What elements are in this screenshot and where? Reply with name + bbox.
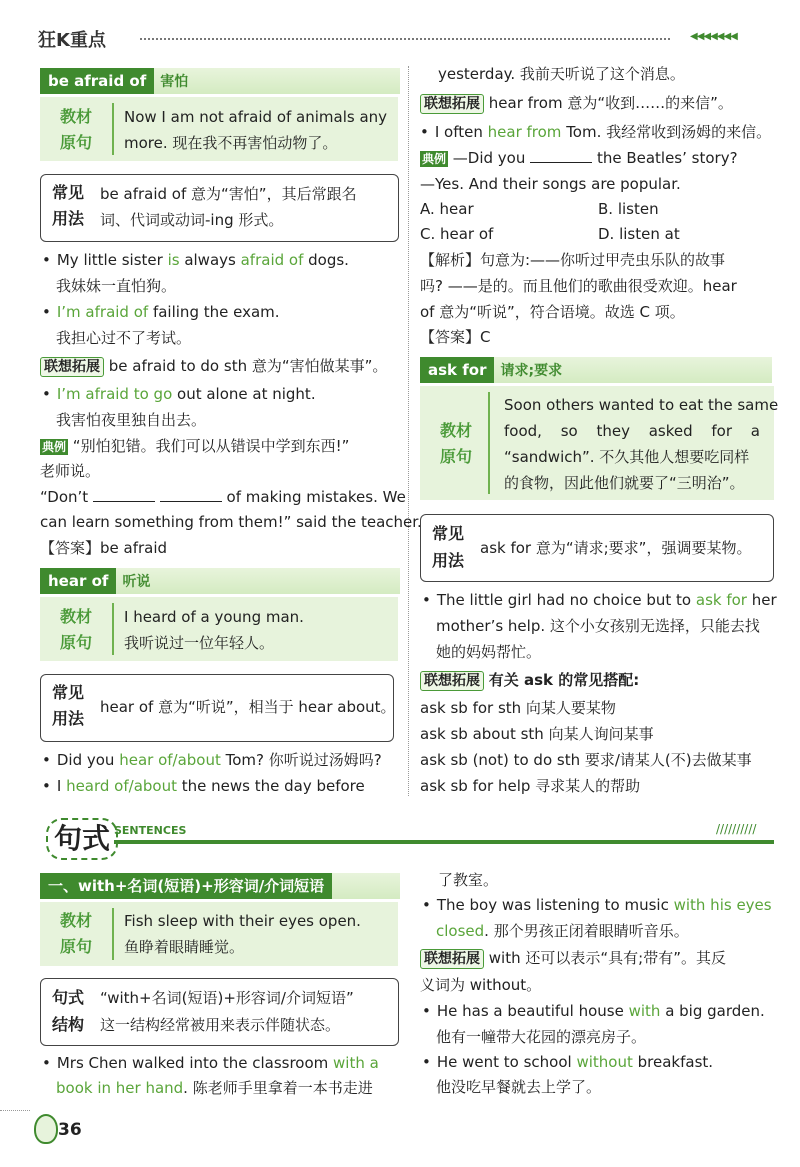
lianxiang-badge: 联想拓展: [420, 671, 484, 691]
dianli-badge: 典例: [422, 152, 447, 166]
lianxiang-text: 义词为 without。: [420, 976, 542, 994]
tag-cn: 听说: [122, 574, 151, 590]
source-label: 教材: [59, 911, 92, 930]
example-cn: 他有一幢带大花园的漂亮房子。: [436, 1028, 647, 1046]
collocation: ask sb (not) to do sth 要求/请某人(不)去做某事: [420, 751, 752, 769]
source-text: “sandwich”. 不久其他人想要吃同样: [504, 448, 750, 466]
source-separator: [112, 908, 114, 960]
section-title: 句式: [46, 818, 118, 860]
tag-title: hear of: [40, 568, 116, 594]
column-divider: [408, 66, 409, 796]
usage-label: 用法: [52, 709, 85, 728]
tag-be-afraid-of: [40, 68, 400, 94]
example: • The little girl had no choice but to ask for her: [422, 590, 777, 610]
source-text: Soon others wanted to eat the same: [504, 396, 779, 414]
option-c: C. hear of: [420, 225, 494, 243]
example: closed. 那个男孩正闭着眼睛听音乐。: [436, 922, 689, 940]
tag-cn: 害怕: [160, 74, 189, 90]
analysis: 【解析】句意为:——你听过甲壳虫乐队的故事: [420, 251, 726, 269]
continuation: yesterday. 我前天听说了这个消息。: [438, 65, 685, 83]
analysis: of 意为“听说”，符合语境。故选 C 项。: [420, 303, 685, 321]
source-text: Fish sleep with their eyes open.: [124, 912, 361, 930]
source-label: 教材: [59, 107, 92, 126]
example-cn: 我害怕夜里独自出去。: [56, 411, 207, 429]
source-text: I heard of a young man.: [124, 608, 304, 626]
continuation: 了教室。: [438, 871, 499, 889]
header-arrows: ◀◀◀◀◀◀◀: [690, 31, 737, 42]
source-label: 教材: [59, 607, 92, 626]
example: • My little sister is always afraid of dogs.: [42, 250, 349, 270]
source-text: 鱼睁着眼睛睡觉。: [124, 938, 245, 956]
dianli-row: 典例 —Did you the Beatles’ story?: [422, 149, 738, 167]
option-b: B. listen: [598, 200, 659, 218]
source-separator: [488, 392, 490, 494]
example: • Mrs Chen walked into the classroom with a: [42, 1053, 379, 1073]
source-text: 的食物，因此他们就要了“三明治”。: [504, 474, 745, 492]
example-cn: 我妹妹一直怕狗。: [56, 277, 177, 295]
example: book in her hand. 陈老师手里拿着一本书走进: [56, 1079, 373, 1097]
example-cn: 他没吃早餐就去上学了。: [436, 1078, 602, 1096]
dianli-text: “Don’t of making mistakes. We: [40, 488, 406, 506]
source-separator: [112, 603, 114, 655]
lianxiang-badge: 联想拓展: [420, 94, 484, 114]
section-rule: [114, 840, 774, 844]
option-a: A. hear: [420, 200, 474, 218]
analysis: 吗? ——是的。而且他们的歌曲很受欢迎。hear: [420, 277, 737, 295]
tag-ask-for: [420, 357, 772, 383]
usage-label: 用法: [432, 551, 465, 570]
example: • He went to school without breakfast.: [422, 1052, 713, 1072]
source-text: more. 现在我不再害怕动物了。: [124, 134, 338, 152]
usage-text: hear of 意为“听说”，相当于 hear about。: [100, 698, 396, 716]
dianli-text: 老师说。: [40, 462, 101, 480]
usage-text: ask for 意为“请求;要求”，强调要某物。: [480, 539, 752, 557]
source-separator: [112, 103, 114, 155]
example: • Did you hear of/about Tom? 你听说过汤姆吗?: [42, 750, 382, 770]
answer: 【答案】C: [420, 328, 491, 346]
collocation: ask sb about sth 向某人询问某事: [420, 725, 654, 743]
source-text: Now I am not afraid of animals any: [124, 108, 388, 126]
header-logo: 狂K重点: [38, 30, 106, 51]
source-label: 教材: [439, 421, 472, 440]
footer-rule: [0, 1110, 30, 1111]
section-subtitle: SENTENCES: [114, 824, 187, 837]
option-d: D. listen at: [598, 225, 680, 243]
dianli-text: can learn something from them!” said the teacher.: [40, 513, 422, 531]
dianli-text: —Yes. And their songs are popular.: [420, 175, 681, 193]
usage-label: 句式: [52, 988, 85, 1007]
lianxiang-badge: 联想拓展: [420, 949, 484, 969]
usage-label: 结构: [52, 1015, 85, 1034]
example: • I heard of/about the news the day before: [42, 776, 365, 796]
answer: 【答案】be afraid: [40, 539, 168, 557]
source-label: 原句: [59, 133, 92, 152]
usage-label: 常见: [432, 524, 465, 543]
usage-label: 常见: [52, 683, 85, 702]
tag-hear-of: [40, 568, 400, 594]
balloon-icon: [34, 1114, 58, 1144]
usage-label: 用法: [52, 209, 85, 228]
lianxiang-row: 联想拓展 有关 ask 的常见搭配:: [420, 670, 639, 691]
lianxiang-badge: 联想拓展: [40, 357, 104, 377]
tag-with-structure: [40, 873, 400, 899]
source-text: 我听说过一位年轻人。: [124, 634, 275, 652]
lianxiang-row: 联想拓展 be afraid to do sth 意为“害怕做某事”。: [40, 356, 387, 377]
lianxiang-row: 联想拓展 with 还可以表示“具有;带有”。其反: [420, 948, 726, 969]
source-label: 原句: [439, 447, 472, 466]
example: • He has a beautiful house with a big garden.: [422, 1001, 765, 1021]
usage-text: 这一结构经常被用来表示伴随状态。: [100, 1016, 341, 1034]
usage-label: 常见: [52, 183, 85, 202]
dianli-row: 典例 “别怕犯错。我们可以从错误中学到东西!”: [42, 437, 350, 455]
example: • I’m afraid of failing the exam.: [42, 302, 280, 322]
source-label: 原句: [59, 633, 92, 652]
tag-title: 一、with+名词(短语)+形容词/介词短语: [40, 873, 332, 899]
example: mother’s help. 这个小女孩别无选择，只能去找: [436, 617, 760, 635]
page-number: 36: [58, 1120, 82, 1140]
dianli-badge: 典例: [42, 440, 67, 454]
collocation: ask sb for sth 向某人要某物: [420, 699, 616, 717]
example-cn: 我担心过不了考试。: [56, 329, 192, 347]
header-rule: [140, 38, 670, 40]
section-slashes: //////////: [716, 822, 757, 836]
example: 她的妈妈帮忙。: [436, 643, 542, 661]
source-label: 原句: [59, 937, 92, 956]
usage-text: be afraid of 意为“害怕”，其后常跟名: [100, 185, 357, 203]
tag-title: ask for: [420, 357, 494, 383]
source-text: food, so they asked for a: [504, 422, 760, 440]
example: • I’m afraid to go out alone at night.: [42, 384, 316, 404]
example: • The boy was listening to music with his eyes: [422, 895, 772, 915]
usage-text: 词、代词或动词-ing 形式。: [100, 211, 284, 229]
collocation: ask sb for help 寻求某人的帮助: [420, 777, 641, 795]
lianxiang-row: 联想拓展 hear from 意为“收到……的来信”。: [420, 93, 733, 114]
tag-title: be afraid of: [40, 68, 154, 94]
usage-text: “with+名词(短语)+形容词/介词短语”: [100, 989, 354, 1007]
example: • I often hear from Tom. 我经常收到汤姆的来信。: [420, 122, 771, 142]
tag-cn: 请求;要求: [500, 363, 563, 379]
